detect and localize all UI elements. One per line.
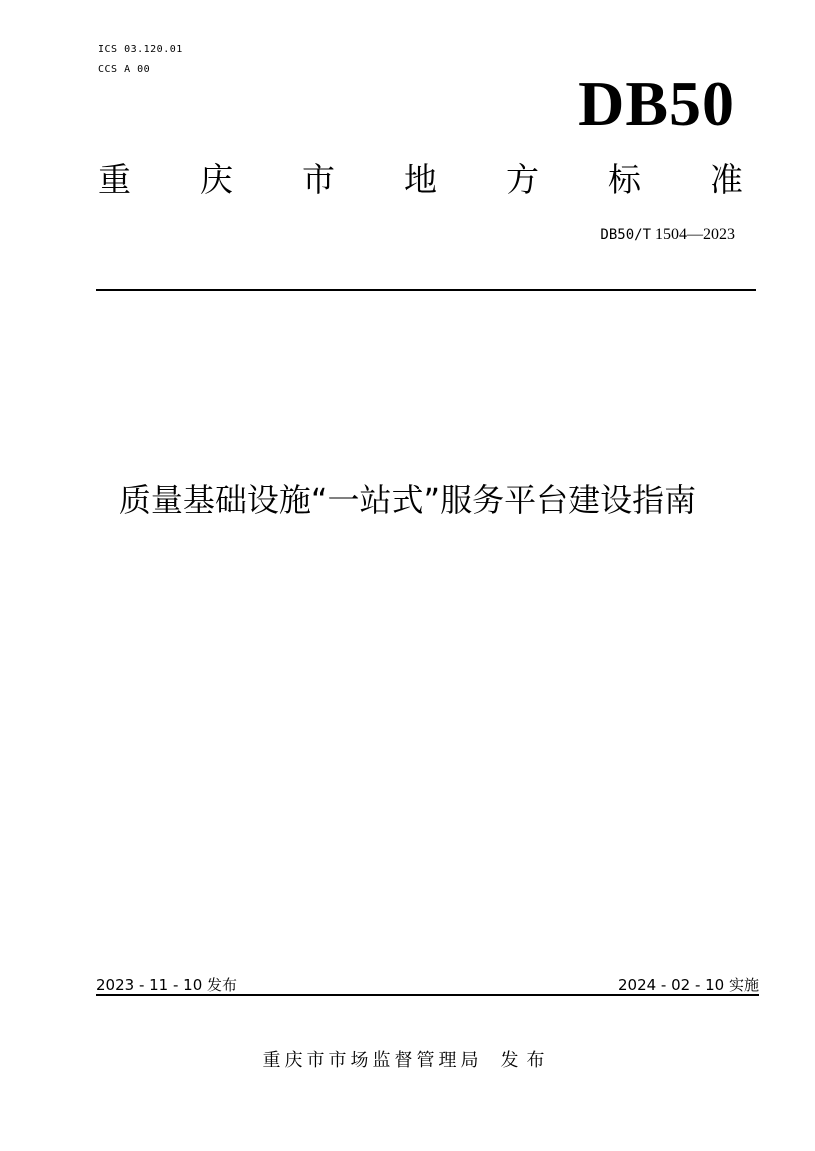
publisher-action: 发布 bbox=[500, 1050, 553, 1071]
standard-type-char: 方 bbox=[506, 160, 539, 199]
standard-type-char: 标 bbox=[608, 160, 641, 199]
publisher-organization: 重庆市市场监督管理局 bbox=[262, 1050, 483, 1071]
issue-date: 2023 - 11 - 10 发布 bbox=[96, 976, 238, 994]
standard-type-char: 地 bbox=[404, 160, 437, 199]
standard-type-char: 市 bbox=[302, 160, 335, 199]
standard-type-char: 庆 bbox=[200, 160, 233, 199]
header-divider bbox=[96, 289, 756, 291]
standard-number-value: 1504—2023 bbox=[655, 226, 735, 243]
ccs-code: CCS A 00 bbox=[98, 64, 151, 75]
standard-type-heading bbox=[98, 156, 743, 204]
db-mark: DB50 bbox=[578, 68, 735, 139]
standard-number bbox=[600, 224, 735, 246]
ics-code: ICS 03.120.01 bbox=[98, 44, 183, 55]
standard-number-prefix: DB50/T bbox=[600, 227, 651, 243]
implementation-date: 2024 - 02 - 10 实施 bbox=[617, 976, 759, 994]
standard-type-char: 重 bbox=[98, 160, 131, 199]
publisher-line bbox=[60, 1048, 755, 1074]
document-title: 质量基础设施“一站式”服务平台建设指南 bbox=[118, 481, 697, 519]
footer-divider bbox=[96, 994, 759, 996]
standard-type-char: 准 bbox=[710, 160, 743, 199]
